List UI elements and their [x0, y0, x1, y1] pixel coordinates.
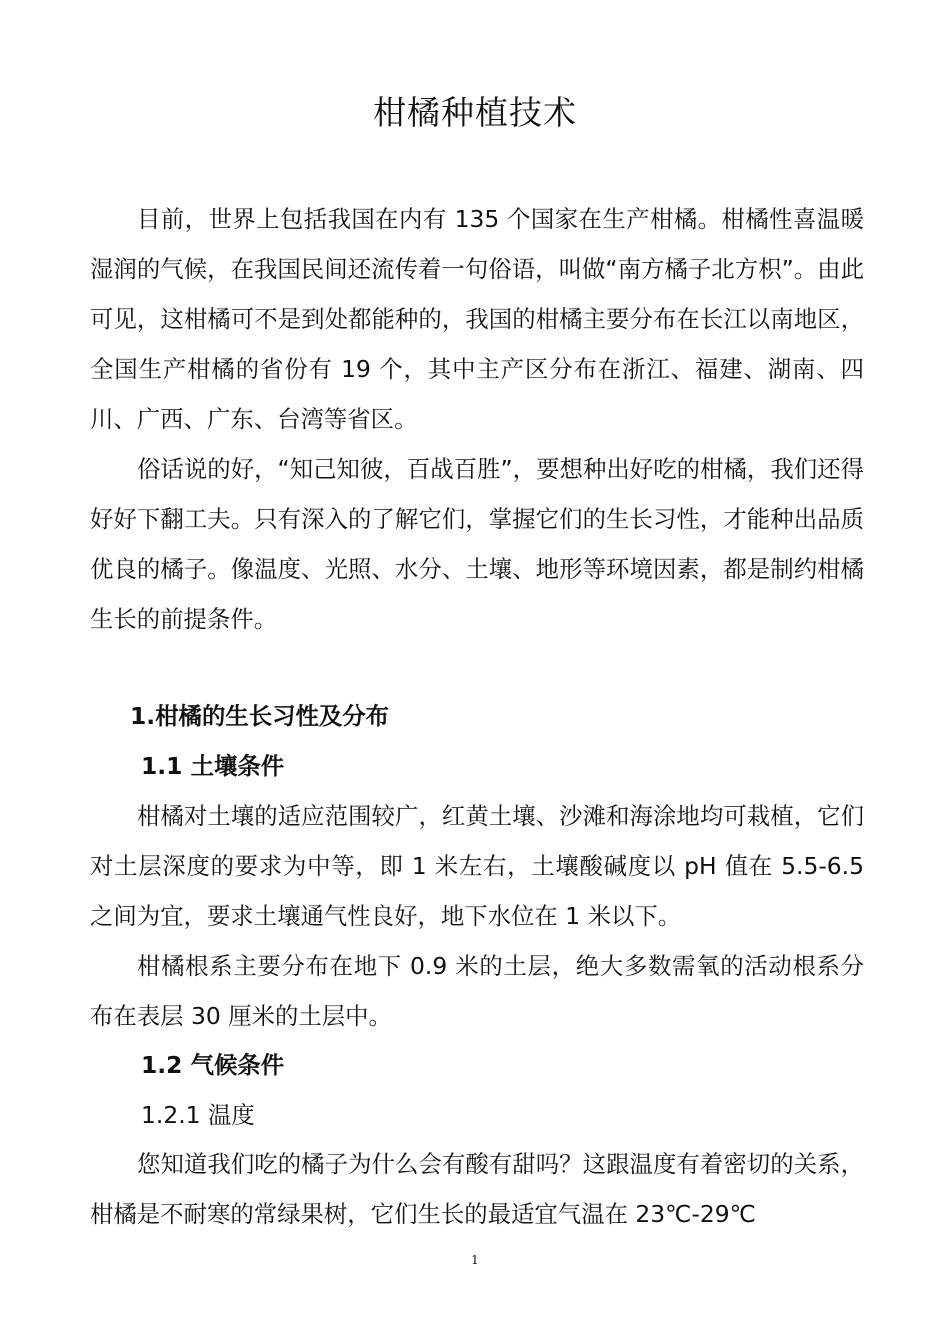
paragraph-root-system: 柑橘根系主要分布在地下 0.9 米的土层，绝大多数需氧的活动根系分布在表层 30 厘米的土层中。 — [90, 952, 864, 1030]
page-number: 1 — [471, 1253, 479, 1267]
paragraph-temperature: 您知道我们吃的橘子为什么会有酸有甜吗？这跟温度有着密切的关系，柑橘是不耐寒的常绿果树，它们生长的最适宜气温在 23℃-29℃ — [90, 1150, 864, 1228]
document-title: 柑橘种植技术 — [373, 93, 577, 132]
subsubsection-heading-temperature: 1.2.1 温度 — [141, 1101, 255, 1129]
paragraph-soil-range: 柑橘对土壤的适应范围较广，红黄土壤、沙滩和海涂地均可栽植，它们对土层深度的要求为中等，即 1 米左右，土壤酸碱度以 pH 值在 5.5-6.5 之间为宜，要求土壤通气性良好，地下水位在 1 米以下。 — [90, 802, 864, 930]
section-heading-growth-habits: 1.柑橘的生长习性及分布 — [130, 702, 390, 730]
subsection-heading-climate: 1.2 气候条件 — [141, 1051, 285, 1079]
paragraph-proverb: 俗话说的好，“知己知彼，百战百胜”，要想种出好吃的柑橘，我们还得好好下翻工夫。只有深入的了解它们，掌握它们的生长习性，才能种出品质优良的橘子。像温度、光照、水分、土壤、地形等环境因素，都是制约柑橘生长的前提条件。 — [90, 455, 864, 633]
subsection-heading-soil: 1.1 土壤条件 — [141, 752, 285, 780]
paragraph-intro: 目前，世界上包括我国在内有 135 个国家在生产柑橘。柑橘性喜温暖湿润的气候，在我国民间还流传着一句俗语，叫做“南方橘子北方枳”。由此可见，这柑橘可不是到处都能种的，我国的柑橘主要分布在长江以南地区，全国生产柑橘的省份有 19 个，其中主产区分布在浙江、福建、湖南、四川、广西、广东、台湾等省区。 — [90, 205, 864, 433]
